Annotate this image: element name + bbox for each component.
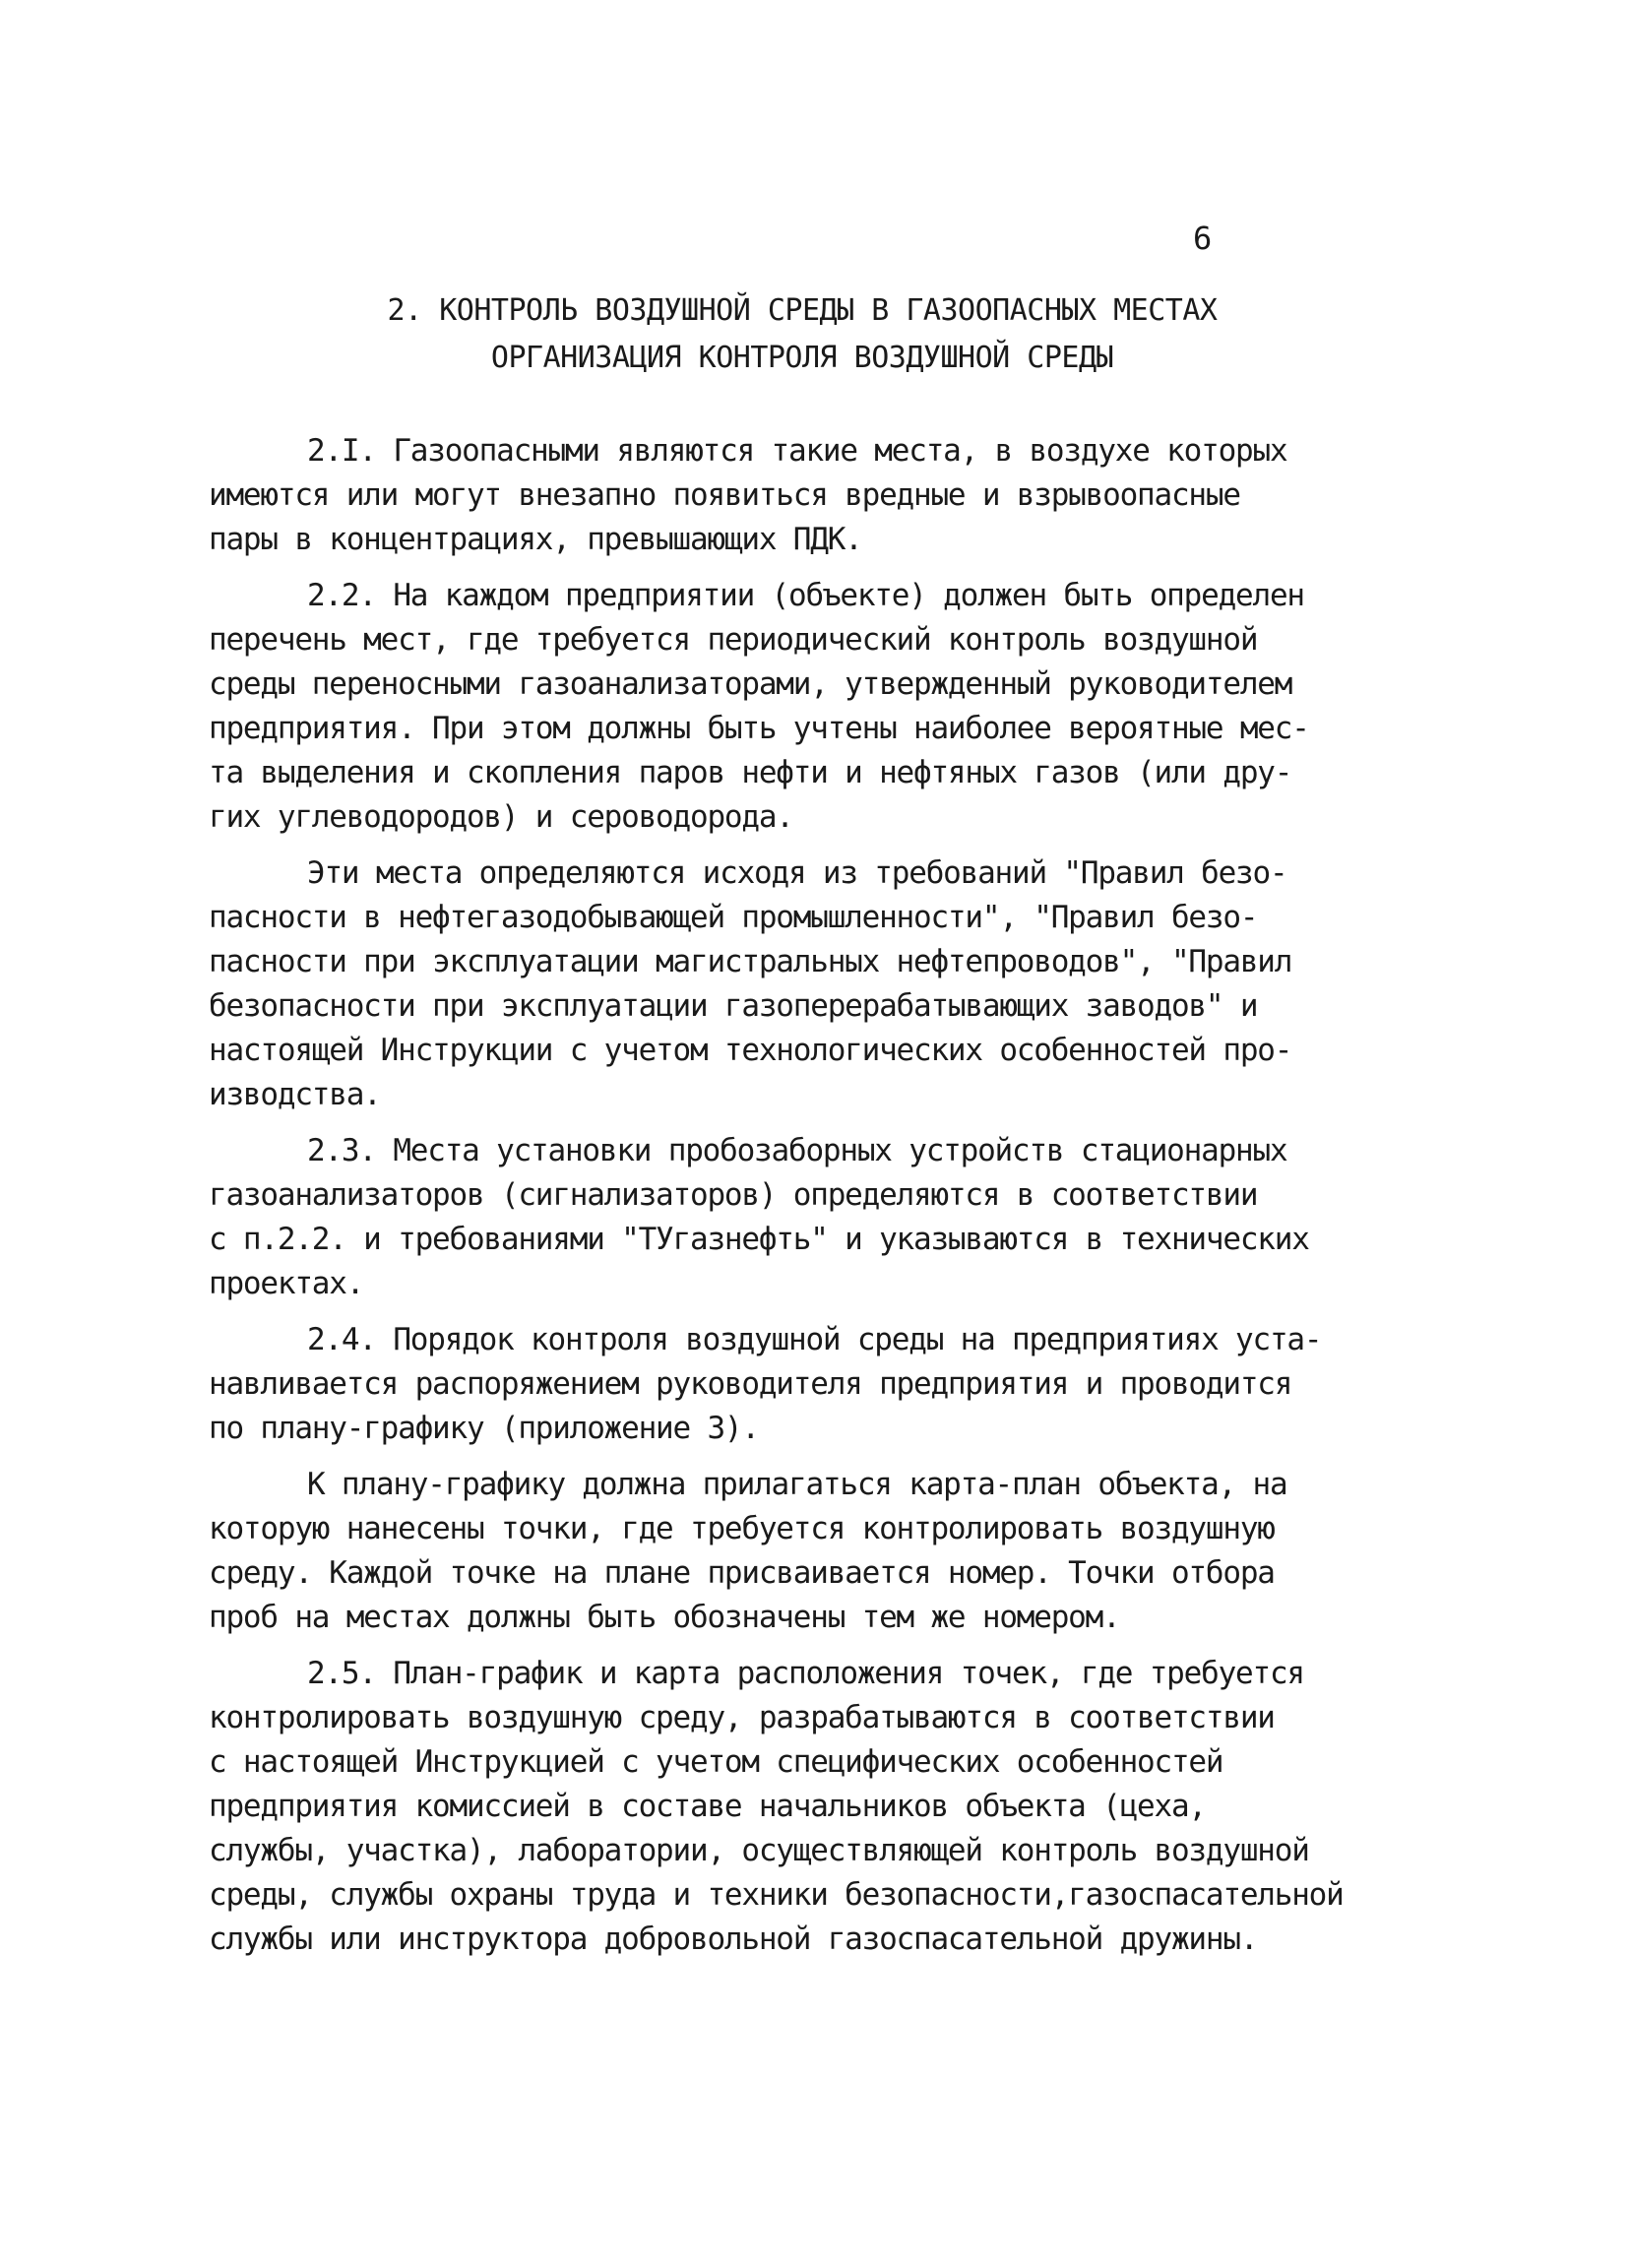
text-line: проектах. — [209, 1266, 364, 1301]
paragraph-2-4-continued — [209, 1463, 1410, 1640]
text-line: с настоящей Инструкцией с учетом специфических особенностей — [209, 1744, 1223, 1780]
text-line: которую нанесены точки, где требуется контролировать воздушную — [209, 1511, 1275, 1546]
text-line: службы, участка), лаборатории, осуществляющей контроль воздушной — [209, 1833, 1309, 1868]
text-line: 2.3. Места установки пробозаборных устройств стационарных — [307, 1133, 1287, 1168]
text-line: пасности при эксплуатации магистральных нефтепроводов", "Правил — [209, 944, 1292, 979]
text-line: 2.2. На каждом предприятии (объекте) должен быть определен — [307, 578, 1304, 613]
text-line: по плану-графику (приложение 3). — [209, 1411, 759, 1446]
text-line: пасности в нефтегазодобывающей промышленности", "Правил безо- — [209, 900, 1258, 935]
paragraph-2-5 — [209, 1652, 1410, 1962]
paragraph-2-1 — [209, 429, 1410, 562]
text-line: среду. Каждой точке на плане присваивается номер. Точки отбора — [209, 1555, 1275, 1591]
text-line: настоящей Инструкции с учетом технологических особенностей про- — [209, 1033, 1292, 1068]
text-line: предприятия комиссией в составе начальников объекта (цеха, — [209, 1789, 1206, 1824]
text-line: проб на местах должны быть обозначены тем же номером. — [209, 1600, 1120, 1635]
text-line: среды переносными газоанализаторами, утвержденный руководителем — [209, 666, 1292, 702]
text-line: 2.5. План-график и карта расположения точек, где требуется — [307, 1656, 1304, 1691]
text-line: пары в концентрациях, превышающих ПДК. — [209, 522, 862, 557]
section-heading — [197, 287, 1408, 382]
body-text — [209, 429, 1410, 1974]
text-line: Эти места определяются исходя из требований "Правил безо- — [307, 855, 1287, 891]
text-line: среды, службы охраны труда и техники безопасности,газоспасательной — [209, 1877, 1344, 1913]
paragraph-2-4 — [209, 1318, 1410, 1451]
text-line: изводства. — [209, 1077, 381, 1112]
text-line: безопасности при эксплуатации газоперерабатывающих заводов" и — [209, 988, 1258, 1024]
paragraph-2-3 — [209, 1129, 1410, 1306]
text-line: перечень мест, где требуется периодический контроль воздушной — [209, 622, 1258, 658]
text-line: 2.4. Порядок контроля воздушной среды на предприятиях уста- — [307, 1322, 1322, 1357]
text-line: навливается распоряжением руководителя предприятия и проводится — [209, 1366, 1292, 1402]
page-number: 6 — [1193, 220, 1213, 257]
paragraph-2-2-continued — [209, 851, 1410, 1117]
text-line: службы или инструктора добровольной газоспасательной дружины. — [209, 1922, 1258, 1957]
text-line: 2.I. Газоопасными являются такие места, в воздухе которых — [307, 433, 1287, 469]
paragraph-2-2 — [209, 574, 1410, 840]
text-line: имеются или могут внезапно появиться вредные и взрывоопасные — [209, 477, 1240, 513]
text-line: гих углеводородов) и сероводорода. — [209, 799, 793, 835]
text-line: предприятия. При этом должны быть учтены наиболее вероятные мес- — [209, 711, 1309, 746]
text-line: К плану-графику должна прилагаться карта-план объекта, на — [307, 1467, 1287, 1502]
text-line: газоанализаторов (сигнализаторов) определяются в соответствии — [209, 1177, 1258, 1213]
section-title: 2. КОНТРОЛЬ ВОЗДУШНОЙ СРЕДЫ В ГАЗООПАСНЫХ МЕСТАХ — [387, 293, 1218, 328]
text-line: с п.2.2. и требованиями "ТУгазнефть" и указываются в технических — [209, 1222, 1309, 1257]
text-line: та выделения и скопления паров нефти и нефтяных газов (или дру- — [209, 755, 1292, 790]
section-subtitle: ОРГАНИЗАЦИЯ КОНТРОЛЯ ВОЗДУШНОЙ СРЕДЫ — [490, 341, 1114, 375]
text-line: контролировать воздушную среду, разрабатываются в соответствии — [209, 1700, 1275, 1735]
